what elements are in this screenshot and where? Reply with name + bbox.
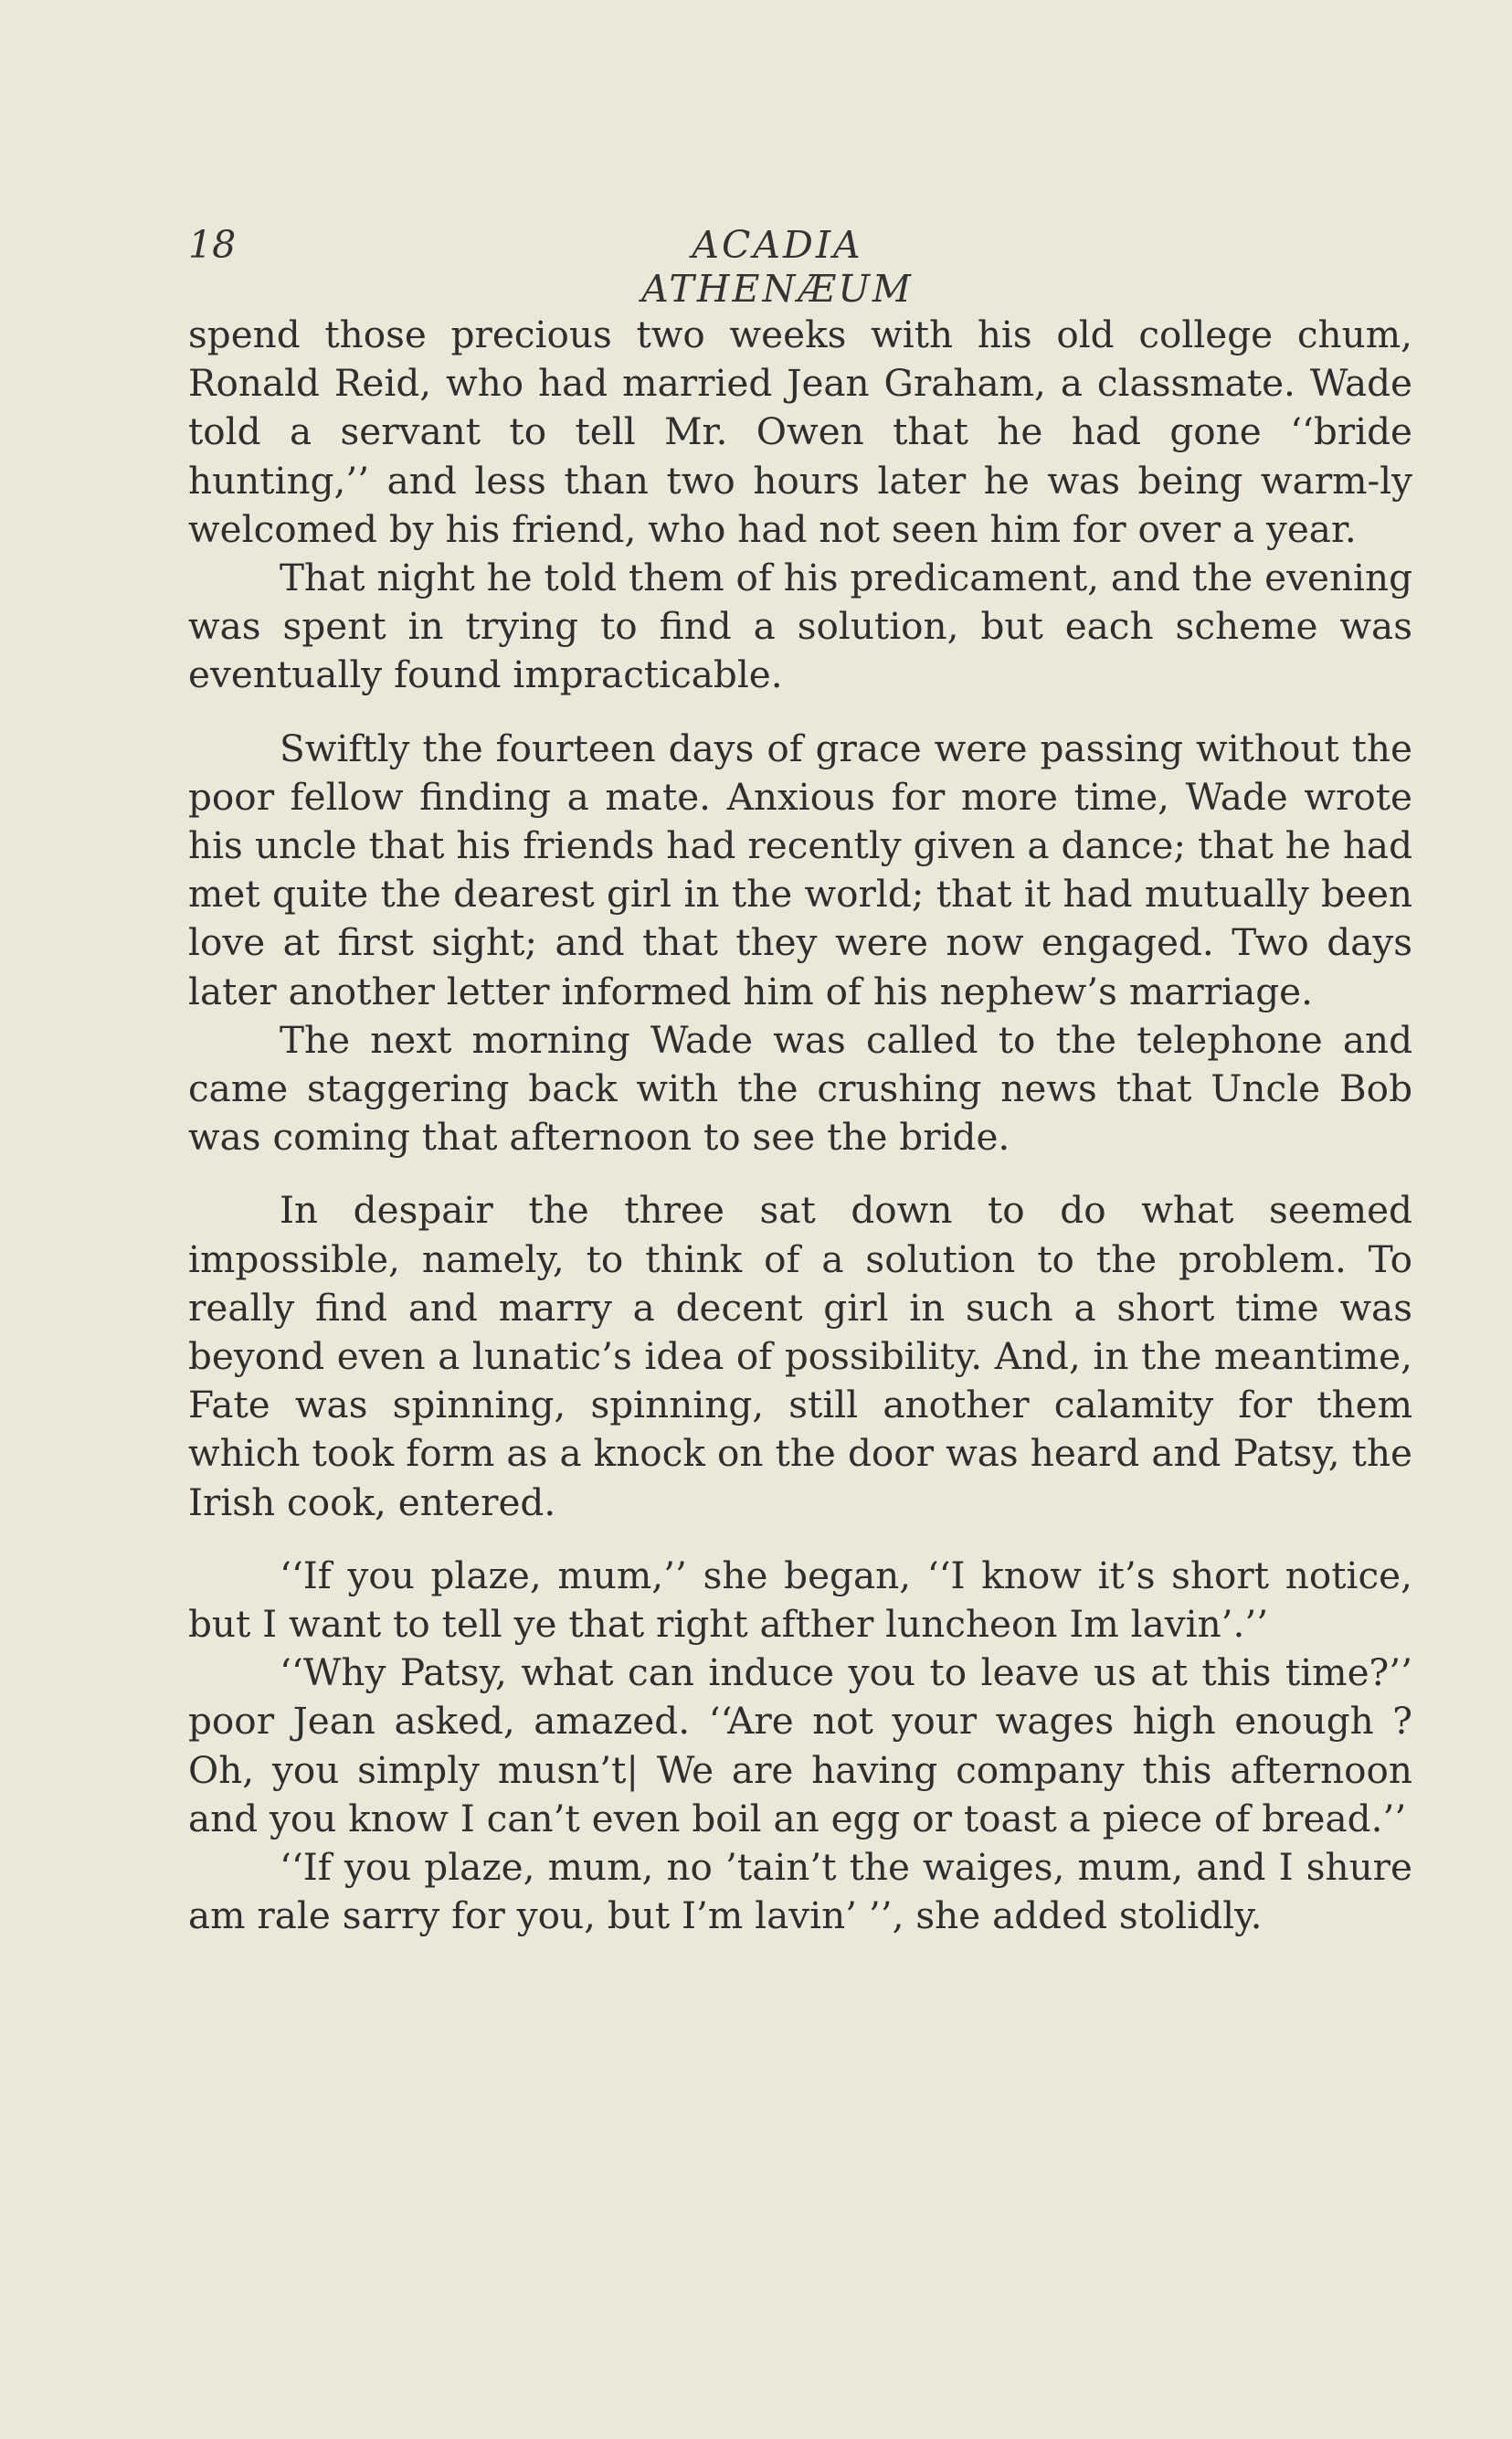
paragraph: In despair the three sat down to do what seemed impossible, namely, to think of a solution to the problem. To really find and marry a decent girl in such a short time was beyond even a lunatic’s idea of possibility. And, in the meantime, Fate was spinning, spinning, still another calamity for them which took form as a knock on the door was heard and Patsy, the Irish cook, entered. xyxy=(188,1188,1412,1524)
paragraph: ‘‘If you plaze, mum,’’ she began, ‘‘I know it’s short notice, but I want to tell ye that right afther luncheon Im lavin’.’’ xyxy=(188,1553,1412,1647)
running-title: ACADIA ATHENÆUM xyxy=(641,223,914,311)
paragraph: spend those precious two weeks with his old college chum, Ronald Reid, who had married Jean Graham, a classmate. Wade told a servant to tell Mr. Owen that he had gone ‘‘bride hunting,’’ and less than two hours later he was being warm-ly welcomed by his friend, who had not seen him for over a year. xyxy=(188,313,1412,551)
page-header xyxy=(188,223,1412,311)
paragraph: Swiftly the fourteen days of grace were passing without the poor fellow finding a mate. Anxious for more time, Wade wrote his uncle that his friends had recently given a dance; that he had met quite the dearest girl in the world; that it had mutually been love at first sight; and that they were now engaged. Two days later another letter informed him of his nephew’s marriage. xyxy=(188,726,1412,1013)
paragraph: The next morning Wade was called to the telephone and came staggering back with the crushing news that Uncle Bob was coming that afternoon to see the bride. xyxy=(188,1017,1412,1160)
paragraph: That night he told them of his predicament, and the evening was spent in trying to find a solution, but each scheme was eventually found impracticable. xyxy=(188,556,1412,697)
page-number: 18 xyxy=(188,223,237,267)
paragraph: ‘‘If you plaze, mum, no ’tain’t the waiges, mum, and I shure am rale sarry for you, but I’m lavin’ ’’, she added stolidly. xyxy=(188,1845,1412,1938)
paragraph: ‘‘Why Patsy, what can induce you to leave us at this time?’’ poor Jean asked, amazed. ‘‘Are not your wages high enough ? Oh, you simply musn’t| We are having company this afternoon and you know I can’t even boil an egg or toast a piece of bread.’’ xyxy=(188,1650,1412,1840)
body-text xyxy=(188,311,1412,1941)
